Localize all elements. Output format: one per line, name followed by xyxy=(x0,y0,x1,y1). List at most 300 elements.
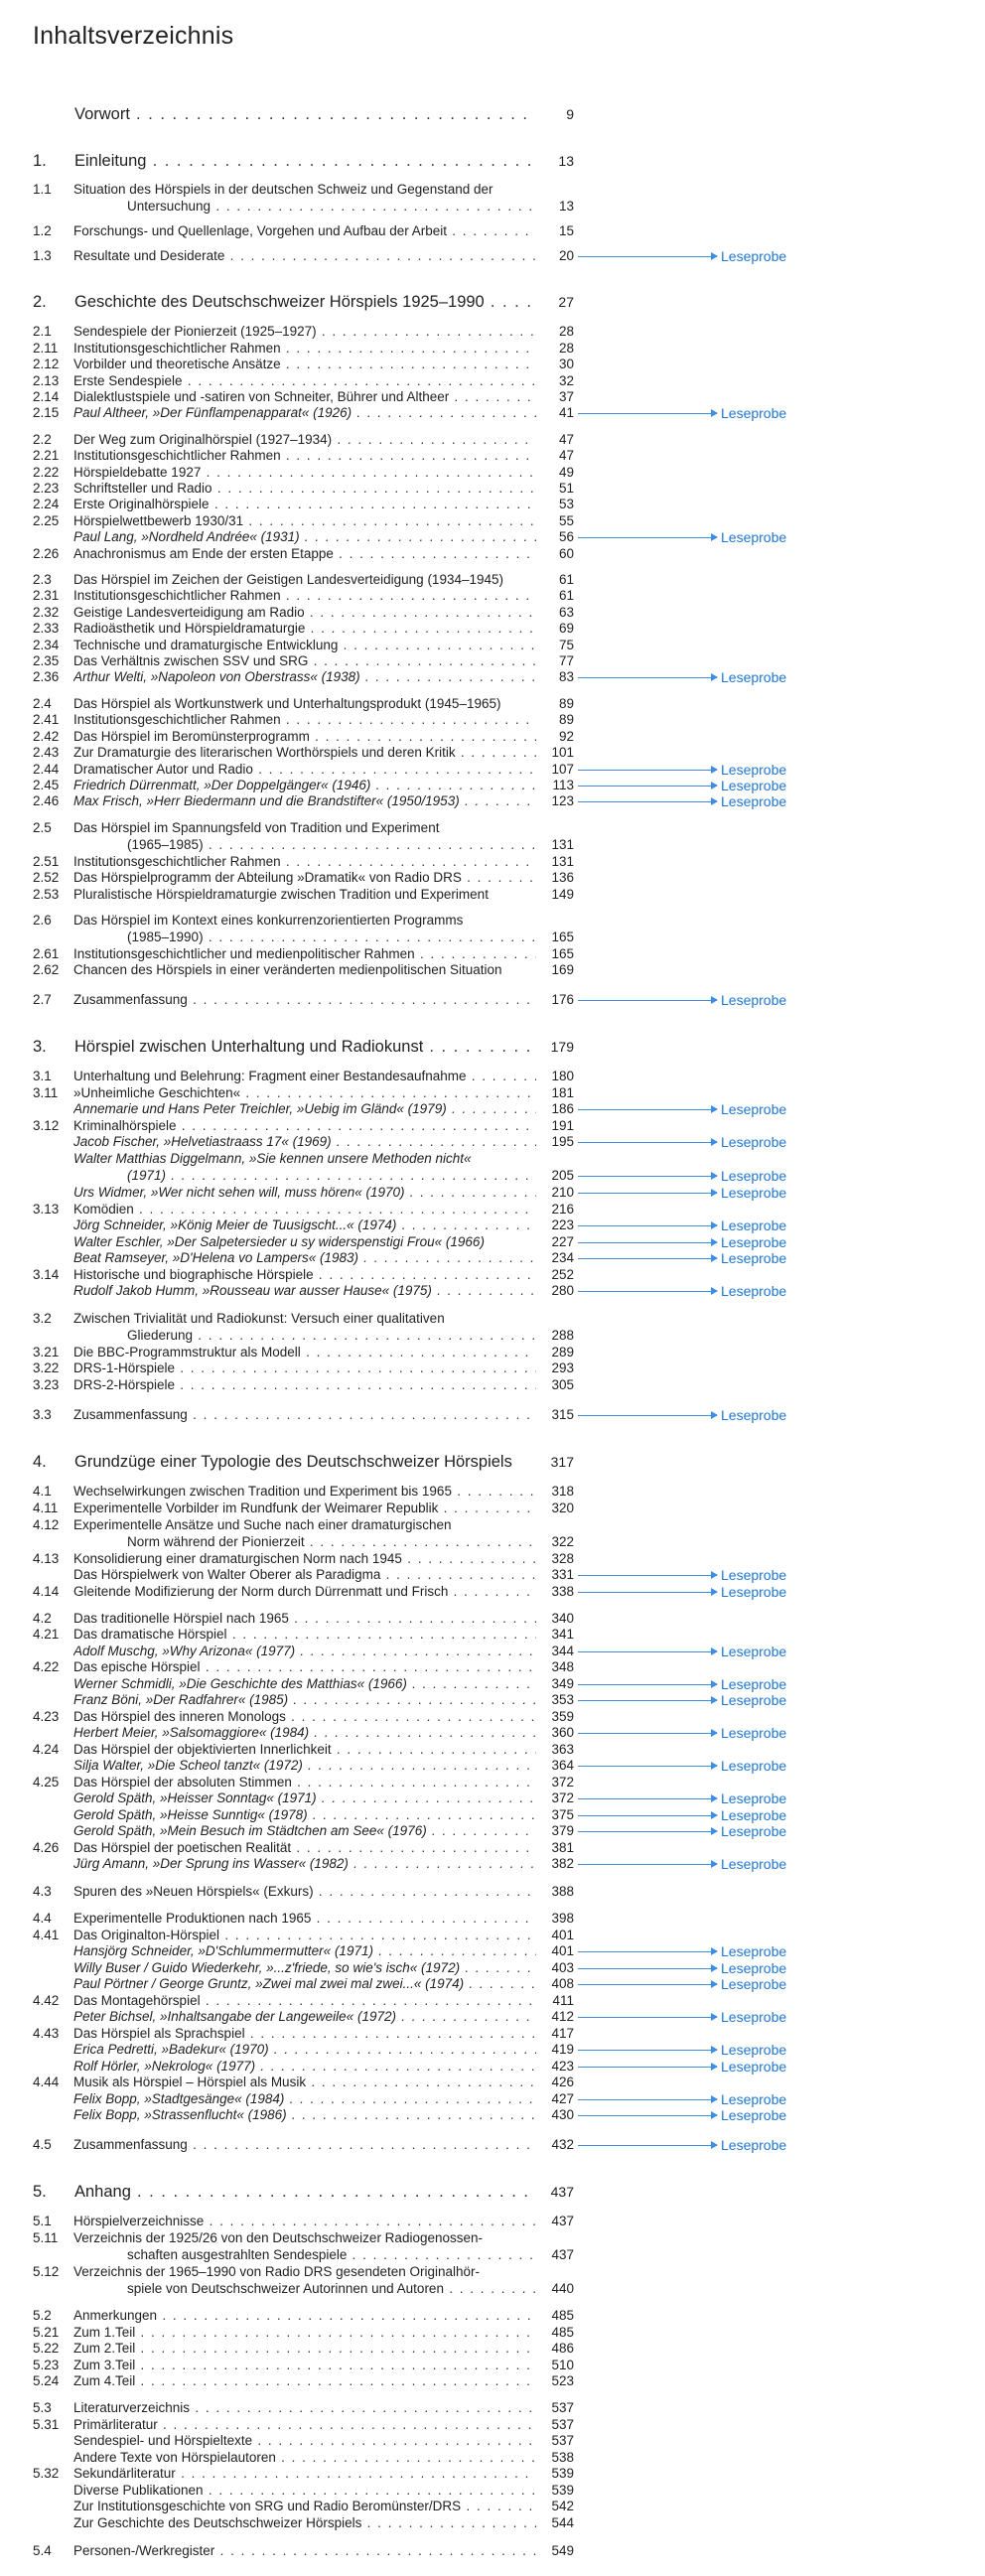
toc-section-number: 4.21 xyxy=(33,1627,60,1642)
toc-entry xyxy=(33,246,574,266)
toc-entry-title: Norm während der Pionierzeit . . . xyxy=(127,1532,536,1552)
toc-page-number: 15 xyxy=(558,223,574,238)
toc-section-number: 5.3 xyxy=(33,2400,52,2415)
toc-section-number: 2.24 xyxy=(33,497,60,511)
toc-section-number: 2.36 xyxy=(33,669,60,684)
toc-page-number: 205 xyxy=(551,1168,574,1183)
toc-page-number: 419 xyxy=(551,2042,574,2057)
toc-page-number: 89 xyxy=(558,696,574,711)
toc-page-number: 363 xyxy=(551,1742,574,1757)
toc-entry xyxy=(33,990,574,1010)
toc-entry-title: Paul Altheer, »Der Fünflampenapparat« (1926) . . . xyxy=(73,403,536,423)
toc-section-number: 4.5 xyxy=(33,2137,52,2152)
toc-entry-title: Vorbilder und theoretische Ansätze . . . xyxy=(73,355,536,374)
toc-section-number: 2.2 xyxy=(33,432,52,447)
toc-entry-title: Radioästhetik und Hörspieldramaturgie . . . xyxy=(73,619,536,639)
toc-entry xyxy=(33,2371,574,2391)
toc-entry-title: Primärliteratur . . . xyxy=(73,2415,536,2435)
toc-entry-title: Andere Texte von Hörspielautoren . . . xyxy=(73,2448,536,2468)
toc-entry-title: Gerold Späth, »Mein Besuch im Städtchen am See« (1976) . . . xyxy=(73,1821,536,1841)
toc-entry-title: Annemarie und Hans Peter Treichler, »Uebig im Gländ« (1979) . . . xyxy=(73,1099,536,1119)
toc-page-number: 20 xyxy=(558,248,574,263)
toc-entry-title: Sendespiele der Pionierzeit (1925–1927) . . . xyxy=(73,322,536,342)
toc-page-number: 47 xyxy=(558,448,574,463)
leseprobe-link[interactable]: Leseprobe xyxy=(721,1250,787,1266)
toc-section-number: 4.12 xyxy=(33,1517,60,1532)
toc-page-number: 107 xyxy=(551,762,574,777)
toc-page-number: 544 xyxy=(551,2515,574,2530)
leseprobe-link[interactable]: Leseprobe xyxy=(721,1790,787,1806)
leseprobe-link[interactable]: Leseprobe xyxy=(721,1584,787,1600)
toc-page-number: 131 xyxy=(551,837,574,852)
leseprobe-link[interactable]: Leseprobe xyxy=(721,1976,787,1992)
arrow-right-icon xyxy=(578,1592,717,1593)
leseprobe-link[interactable]: Leseprobe xyxy=(721,1283,787,1299)
arrow-right-icon xyxy=(578,1258,717,1259)
toc-page-number: 437 xyxy=(551,2214,574,2228)
arrow-right-icon xyxy=(578,2017,717,2018)
toc-page-number: 180 xyxy=(551,1069,574,1083)
toc-entry-title: »Unheimliche Geschichten« . . . xyxy=(73,1083,536,1103)
toc-page-number: 41 xyxy=(558,405,574,420)
toc-page-number: 51 xyxy=(558,481,574,496)
toc-section-number: 4.25 xyxy=(33,1775,60,1789)
leseprobe-link[interactable]: Leseprobe xyxy=(721,1807,787,1823)
toc-section-number: 3. xyxy=(33,1038,47,1056)
toc-page-number: 537 xyxy=(551,2400,574,2415)
leseprobe-link[interactable]: Leseprobe xyxy=(721,1234,787,1250)
toc-page-number: 181 xyxy=(551,1085,574,1100)
toc-page-number: 305 xyxy=(551,1377,574,1392)
toc-section-number: 4.24 xyxy=(33,1742,60,1757)
toc-page-number: 61 xyxy=(558,572,574,587)
toc-section-number: 2.13 xyxy=(33,373,60,388)
toc-section-number: 1. xyxy=(33,152,47,170)
toc-section-number: 3.11 xyxy=(33,1085,59,1100)
arrow-right-icon xyxy=(578,1575,717,1576)
toc-entry-title: Felix Bopp, »Strassenflucht« (1986) . . . xyxy=(73,2105,536,2125)
toc-page-number: 344 xyxy=(551,1644,574,1658)
toc-page-number: 169 xyxy=(551,962,574,977)
toc-entry-title: Historische und biographische Hörspiele . . . xyxy=(73,1265,536,1285)
leseprobe-link[interactable]: Leseprobe xyxy=(721,1758,787,1774)
toc-entry-title: Spuren des »Neuen Hörspiels« (Exkurs) . . . xyxy=(73,1882,536,1902)
toc-page-number: 32 xyxy=(558,373,574,388)
toc-entry-title: Musik als Hörspiel – Hörspiel als Musik . . . xyxy=(73,2073,536,2092)
arrow-right-icon xyxy=(578,801,717,802)
toc-entry-title: Urs Widmer, »Wer nicht sehen will, muss hören« (1970) . . . xyxy=(73,1183,536,1203)
toc-section-number: 5. xyxy=(33,2183,47,2201)
toc-entry-title: Walter Matthias Diggelmann, »Sie kennen unsere Methoden nicht« xyxy=(73,1151,472,1166)
leseprobe-link[interactable]: Leseprobe xyxy=(721,2137,787,2153)
toc-entry-title: Erste Sendespiele . . . xyxy=(73,371,536,391)
toc-entry-title: Jürg Amann, »Der Sprung ins Wasser« (1982) . . . xyxy=(73,1854,536,1874)
toc-page-number: 56 xyxy=(558,529,574,544)
leseprobe-link[interactable]: Leseprobe xyxy=(721,2042,787,2058)
toc-entry xyxy=(33,885,574,905)
toc-page-number: 63 xyxy=(558,605,574,620)
toc-page-number: 55 xyxy=(558,513,574,528)
toc-page-number: 315 xyxy=(551,1407,574,1422)
toc-entry-title: Das Hörspiel im Zeichen der Geistigen Landesverteidigung (1934–1945) xyxy=(73,572,504,587)
toc-page-number: 179 xyxy=(550,1039,574,1055)
toc-entry-title: Vorwort . . . xyxy=(74,102,536,126)
toc-section-number: 4.4 xyxy=(33,1911,52,1926)
toc-section-number: 3.13 xyxy=(33,1202,60,1216)
toc-entry-title: Das Hörspiel im Spannungsfeld von Tradition und Experiment xyxy=(73,820,440,835)
toc-page-number: 13 xyxy=(558,199,574,214)
toc-entry-title: Das Hörspiel der absoluten Stimmen . . . xyxy=(73,1773,536,1792)
toc-entry-title: Anhang . . . xyxy=(74,2180,536,2204)
arrow-right-icon xyxy=(578,1968,717,1969)
toc-section-number: 5.12 xyxy=(33,2264,60,2279)
toc-section-number: 2.34 xyxy=(33,638,60,652)
arrow-right-icon xyxy=(578,1000,717,1001)
toc-page-number: 359 xyxy=(551,1709,574,1724)
toc-section-number: 4. xyxy=(33,1453,47,1471)
toc-page-number: 510 xyxy=(551,2358,574,2372)
toc-page-number: 331 xyxy=(551,1567,574,1582)
leseprobe-link[interactable]: Leseprobe xyxy=(721,1676,787,1692)
leseprobe-link[interactable]: Leseprobe xyxy=(721,1134,787,1150)
toc-page-number: 412 xyxy=(551,2009,574,2024)
toc-section-number: 2.1 xyxy=(33,324,52,339)
leseprobe-link[interactable]: Leseprobe xyxy=(721,405,787,421)
leseprobe-link[interactable]: Leseprobe xyxy=(721,793,787,809)
toc-entry xyxy=(33,2105,574,2125)
toc-section-number: 2.31 xyxy=(33,588,60,603)
toc-entry-title: Zwischen Trivialität und Radiokunst: Versuch einer qualitativen xyxy=(73,1311,445,1326)
toc-section-number: 5.23 xyxy=(33,2358,60,2372)
toc-section-number: 2.52 xyxy=(33,870,60,885)
toc-section-number: 2.53 xyxy=(33,887,60,902)
leseprobe-link[interactable]: Leseprobe xyxy=(721,2091,787,2107)
toc-entry-title: Zusammenfassung . . . xyxy=(73,2135,536,2155)
toc-entry-title: Erste Originalhörspiele . . . xyxy=(73,495,536,514)
toc-section-number: 2.32 xyxy=(33,605,60,620)
leseprobe-link[interactable]: Leseprobe xyxy=(721,2059,787,2075)
toc-section-number: 5.11 xyxy=(33,2230,59,2245)
toc-entry-title: Zusammenfassung . . . xyxy=(73,990,536,1010)
arrow-right-icon xyxy=(578,1176,717,1177)
toc-entry xyxy=(33,1405,574,1425)
toc-page-number: 61 xyxy=(558,588,574,603)
toc-page-number: 227 xyxy=(551,1234,574,1249)
toc-entry-title: Zum 1.Teil . . . xyxy=(73,2323,536,2343)
toc-page-number: 165 xyxy=(551,930,574,944)
toc-entry-title: Das Hörspiel der poetischen Realität . . . xyxy=(73,1838,536,1858)
toc-page-number: 9 xyxy=(566,106,574,122)
arrow-right-icon xyxy=(578,1651,717,1652)
toc-entry-title: Anachronismus am Ende der ersten Etappe . . . xyxy=(73,544,536,564)
toc-entry-title: Zusammenfassung . . . xyxy=(73,1405,536,1425)
toc-section-number: 2.23 xyxy=(33,481,60,496)
toc-entry-title: schaften ausgestrahlten Sendespiele . . . xyxy=(127,2245,536,2265)
toc-page-number: 83 xyxy=(558,669,574,684)
toc-entry-title: Experimentelle Vorbilder im Rundfunk der Weimarer Republik . . . xyxy=(73,1499,536,1518)
toc-entry-title: Rudolf Jakob Humm, »Rousseau war ausser Hause« (1975) . . . xyxy=(73,1281,536,1301)
toc-page-number: 191 xyxy=(551,1118,574,1133)
toc-entry xyxy=(33,403,574,423)
leseprobe-link[interactable]: Leseprobe xyxy=(721,529,787,545)
toc-entry-title: Situation des Hörspiels in der deutschen Schweiz und Gegenstand der xyxy=(73,182,493,197)
toc-page-number: 195 xyxy=(551,1134,574,1149)
toc-page-number: 49 xyxy=(558,465,574,480)
toc-page-number: 322 xyxy=(551,1534,574,1549)
toc-entry xyxy=(33,2541,574,2561)
leseprobe-link[interactable]: Leseprobe xyxy=(721,1217,787,1233)
toc-section-number: 2.22 xyxy=(33,465,60,480)
toc-section-number: 4.11 xyxy=(33,1501,59,1515)
leseprobe-link[interactable]: Leseprobe xyxy=(721,1960,787,1976)
toc-section-number: 2.11 xyxy=(33,341,59,356)
toc-section-number: 1.3 xyxy=(33,248,52,263)
toc-entry-title: Walter Eschler, »Der Salpetersieder u sy widerspenstigi Frou« (1966) xyxy=(73,1234,485,1249)
leseprobe-link[interactable]: Leseprobe xyxy=(721,762,787,778)
toc-entry-title: Dramatischer Autor und Radio . . . xyxy=(73,760,536,780)
leseprobe-link[interactable]: Leseprobe xyxy=(721,2107,787,2123)
toc-page-number: 372 xyxy=(551,1775,574,1789)
toc-section-number: 2.26 xyxy=(33,546,60,561)
toc-entry-title: Geistige Landesverteidigung am Radio . . . xyxy=(73,603,536,623)
toc-section-number: 4.23 xyxy=(33,1709,60,1724)
arrow-right-icon xyxy=(578,413,717,414)
leseprobe-link[interactable]: Leseprobe xyxy=(721,1567,787,1583)
toc-entry-title: Konsolidierung einer dramaturgischen Norm nach 1945 . . . xyxy=(73,1549,536,1569)
toc-entry-title: Erica Pedretti, »Badekur« (1970) . . . xyxy=(73,2040,536,2060)
toc-entry xyxy=(33,1281,574,1301)
toc-entry-title: Dialektlustspiele und -satiren von Schneiter, Bührer und Altheer . . . xyxy=(73,387,536,407)
toc-page-number: 432 xyxy=(551,2137,574,2152)
toc-entry xyxy=(33,221,574,241)
toc-page-number: 89 xyxy=(558,712,574,727)
arrow-right-icon xyxy=(578,1684,717,1685)
arrow-right-icon xyxy=(578,1142,717,1143)
toc-page-number: 348 xyxy=(551,1659,574,1674)
toc-entry-title: Werner Schmidli, »Die Geschichte des Matthias« (1966) . . . xyxy=(73,1674,536,1694)
toc-page-number: 375 xyxy=(551,1807,574,1822)
toc-section-number: 5.2 xyxy=(33,2308,52,2323)
toc-entry xyxy=(33,1582,574,1602)
toc-entry-title: Zum 2.Teil . . . xyxy=(73,2339,536,2359)
toc-section-number: 2.43 xyxy=(33,745,60,760)
leseprobe-link[interactable]: Leseprobe xyxy=(721,778,787,793)
toc-page-number: 539 xyxy=(551,2466,574,2481)
leseprobe-link[interactable]: Leseprobe xyxy=(721,1725,787,1741)
toc-entry-title: Institutionsgeschichtlicher Rahmen . . . xyxy=(73,446,536,466)
toc-section-number: 4.2 xyxy=(33,1611,52,1626)
leseprobe-link[interactable]: Leseprobe xyxy=(721,1823,787,1839)
toc-page-number: 234 xyxy=(551,1250,574,1265)
toc-entry-title: Institutionsgeschichtlicher und medienpolitischer Rahmen . . . xyxy=(73,944,536,964)
toc-entry-title: DRS-2-Hörspiele . . . xyxy=(73,1375,536,1395)
toc-chapter-heading xyxy=(33,1035,574,1059)
toc-page-number: 69 xyxy=(558,621,574,636)
toc-page-number: 318 xyxy=(551,1484,574,1499)
toc-section-number: 2.5 xyxy=(33,820,52,835)
leseprobe-link[interactable]: Leseprobe xyxy=(721,1856,787,1872)
toc-page-number: 186 xyxy=(551,1101,574,1116)
arrow-right-icon xyxy=(578,1798,717,1799)
toc-entry-title: Hörspielverzeichnisse . . . xyxy=(73,2212,536,2231)
toc-page-number: 388 xyxy=(551,1884,574,1899)
toc-page-number: 537 xyxy=(551,2417,574,2432)
toc-section-number: 2.45 xyxy=(33,778,60,792)
toc-entry-title: Beat Ramseyer, »D'Helena vo Lampers« (1983) . . . xyxy=(73,1248,536,1268)
toc-entry-title: Paul Lang, »Nordheld Andrée« (1931) . . . xyxy=(73,527,536,547)
toc-section-number: 4.43 xyxy=(33,2026,60,2041)
arrow-right-icon xyxy=(578,1242,717,1243)
arrow-right-icon xyxy=(578,770,717,771)
arrow-right-icon xyxy=(578,1984,717,1985)
toc-section-number: 4.41 xyxy=(33,1928,60,1942)
toc-page-number: 403 xyxy=(551,1960,574,1975)
toc-page-number: 379 xyxy=(551,1823,574,1838)
toc-section-number: 2.25 xyxy=(33,513,60,528)
toc-section-number: 5.32 xyxy=(33,2466,60,2481)
toc-page-number: 210 xyxy=(551,1185,574,1200)
toc-entry-title: Diverse Publikationen . . . xyxy=(73,2481,536,2501)
toc-page-number: 437 xyxy=(550,2184,574,2200)
leseprobe-link[interactable]: Leseprobe xyxy=(721,1644,787,1659)
toc-page-number: 328 xyxy=(551,1551,574,1566)
toc-entry-title: Das Hörspielprogramm der Abteilung »Dramatik« von Radio DRS . . . xyxy=(73,868,536,888)
toc-page-number: 37 xyxy=(558,389,574,404)
toc-entry xyxy=(33,1375,574,1395)
toc-chapter-heading xyxy=(33,1450,574,1474)
toc-section-number: 2.4 xyxy=(33,696,52,711)
toc-page-number: 426 xyxy=(551,2075,574,2089)
leseprobe-link[interactable]: Leseprobe xyxy=(721,1692,787,1708)
toc-entry-title: spiele von Deutschschweizer Autorinnen und Autoren . . . xyxy=(127,2279,536,2299)
toc-page-number: 293 xyxy=(551,1360,574,1375)
toc-page-number: 341 xyxy=(551,1627,574,1642)
toc-page-number: 430 xyxy=(551,2107,574,2122)
toc-section-number: 3.21 xyxy=(33,1345,60,1360)
leseprobe-link[interactable]: Leseprobe xyxy=(721,248,787,264)
toc-section-number: 2.3 xyxy=(33,572,52,587)
toc-entry-title: Chancen des Hörspiels in einer veränderten medienpolitischen Situation xyxy=(73,962,502,977)
toc-page-number: 411 xyxy=(552,1993,574,2008)
toc-page-number: 280 xyxy=(551,1283,574,1298)
leseprobe-link[interactable]: Leseprobe xyxy=(721,1943,787,1959)
toc-page-number: 288 xyxy=(551,1328,574,1343)
arrow-right-icon xyxy=(578,537,717,538)
toc-entry-title: Jacob Fischer, »Helvetiastraass 17« (1969) . . . xyxy=(73,1132,536,1152)
toc-section-number: 1.2 xyxy=(33,223,52,238)
toc-section-number: 2.46 xyxy=(33,793,60,808)
toc-page-number: 317 xyxy=(550,1454,574,1470)
toc-entry-title: Willy Buser / Guido Wiederkehr, »...z'friede, so wie's isch« (1972) . . . xyxy=(73,1958,536,1978)
toc-section-number: 4.13 xyxy=(33,1551,60,1566)
toc-entry-title: Komödien . . . xyxy=(73,1200,536,1219)
leseprobe-link[interactable]: Leseprobe xyxy=(721,1101,787,1117)
toc-entry-title: Gleitende Modifizierung der Norm durch Dürrenmatt und Frisch . . . xyxy=(73,1582,536,1602)
toc-page-number: 252 xyxy=(551,1267,574,1282)
toc-section-number: 4.44 xyxy=(33,2075,60,2089)
toc-entry-title: Max Frisch, »Herr Biedermann und die Brandstifter« (1950/1953) . . . xyxy=(73,791,536,811)
toc-entry-title: Das dramatische Hörspiel . . . xyxy=(73,1625,536,1645)
toc-entry xyxy=(33,667,574,687)
toc-entry xyxy=(33,2513,574,2533)
arrow-right-icon xyxy=(578,1733,717,1734)
leseprobe-link[interactable]: Leseprobe xyxy=(721,2009,787,2025)
toc-page-number: 360 xyxy=(551,1725,574,1740)
leseprobe-link[interactable]: Leseprobe xyxy=(721,1407,787,1423)
toc-entry-title: Felix Bopp, »Stadtgesänge« (1984) . . . xyxy=(73,2089,536,2109)
toc-page-number: 353 xyxy=(551,1692,574,1707)
toc-entry-title: Zum 3.Teil . . . xyxy=(73,2356,536,2375)
toc-entry-title: Das Hörspiel als Wortkunstwerk und Unterhaltungsprodukt (1945–1965) xyxy=(73,696,501,711)
toc-page-number: 176 xyxy=(551,992,574,1007)
toc-page-number: 486 xyxy=(551,2341,574,2356)
arrow-right-icon xyxy=(578,1700,717,1701)
toc-entry-title: (1985–1990) . . . xyxy=(127,928,536,947)
page-title: Inhaltsverzeichnis xyxy=(33,22,234,50)
toc-page-number: 523 xyxy=(551,2373,574,2388)
toc-section-number: 2.21 xyxy=(33,448,60,463)
arrow-right-icon xyxy=(578,2050,717,2051)
leseprobe-link[interactable]: Leseprobe xyxy=(721,1185,787,1201)
toc-page-number: 165 xyxy=(551,946,574,961)
leseprobe-link[interactable]: Leseprobe xyxy=(721,669,787,685)
toc-entry-title: Institutionsgeschichtlicher Rahmen . . . xyxy=(73,852,536,872)
toc-entry-title: Hörspielwettbewerb 1930/31 . . . xyxy=(73,511,536,531)
toc-page-number: 437 xyxy=(551,2247,574,2262)
toc-page-number: 53 xyxy=(558,497,574,511)
toc-page-number: 538 xyxy=(551,2450,574,2465)
toc-entry-title: Technische und dramaturgische Entwicklung . . . xyxy=(73,636,536,655)
toc-page-number: 349 xyxy=(551,1676,574,1691)
toc-entry-title: Das Hörspiel im Beromünsterprogramm . . . xyxy=(73,727,536,747)
arrow-right-icon xyxy=(578,1831,717,1832)
toc-entry xyxy=(33,544,574,564)
arrow-right-icon xyxy=(578,2099,717,2100)
toc-section-number: 2.41 xyxy=(33,712,60,727)
toc-entry-title: Der Weg zum Originalhörspiel (1927–1934) . . . xyxy=(73,430,536,450)
toc-entry xyxy=(33,197,574,216)
toc-section-number: 3.23 xyxy=(33,1377,60,1392)
toc-entry xyxy=(33,960,574,980)
arrow-right-icon xyxy=(578,2115,717,2116)
toc-section-number: 2.35 xyxy=(33,653,60,668)
toc-entry-title: Das Hörspiel der objektivierten Innerlichkeit . . . xyxy=(73,1740,536,1760)
toc-entry xyxy=(33,1882,574,1902)
toc-entry-title: Untersuchung . . . xyxy=(127,197,536,216)
arrow-right-icon xyxy=(578,1951,717,1952)
toc-page-number: 92 xyxy=(558,729,574,744)
toc-entry-title: Experimentelle Ansätze und Suche nach einer dramaturgischen xyxy=(73,1517,452,1532)
toc-entry-title: Franz Böni, »Der Radfahrer« (1985) . . . xyxy=(73,1690,536,1710)
toc-entry-title: Literaturverzeichnis . . . xyxy=(73,2398,536,2418)
arrow-right-icon xyxy=(578,2145,717,2146)
toc-section-number: 1.1 xyxy=(33,182,52,197)
toc-section-number: 2.62 xyxy=(33,962,60,977)
toc-entry-title: Anmerkungen . . . xyxy=(73,2306,536,2326)
toc-entry-title: Forschungs- und Quellenlage, Vorgehen und Aufbau der Arbeit . . . xyxy=(73,221,536,241)
toc-entry-title: Das Verhältnis zwischen SSV und SRG . . . xyxy=(73,651,536,671)
toc-page-number: 398 xyxy=(551,1911,574,1926)
toc-section-number: 5.31 xyxy=(33,2417,60,2432)
leseprobe-link[interactable]: Leseprobe xyxy=(721,1168,787,1184)
toc-section-number: 5.24 xyxy=(33,2373,60,2388)
toc-page-number: 28 xyxy=(558,324,574,339)
toc-entry-title: Das Hörspiel des inneren Monologs . . . xyxy=(73,1707,536,1727)
toc-page-number: 13 xyxy=(558,153,574,169)
leseprobe-link[interactable]: Leseprobe xyxy=(721,992,787,1008)
toc-page-number: 101 xyxy=(551,745,574,760)
toc-entry-title: Rolf Hörler, »Nekrolog« (1977) . . . xyxy=(73,2057,536,2076)
